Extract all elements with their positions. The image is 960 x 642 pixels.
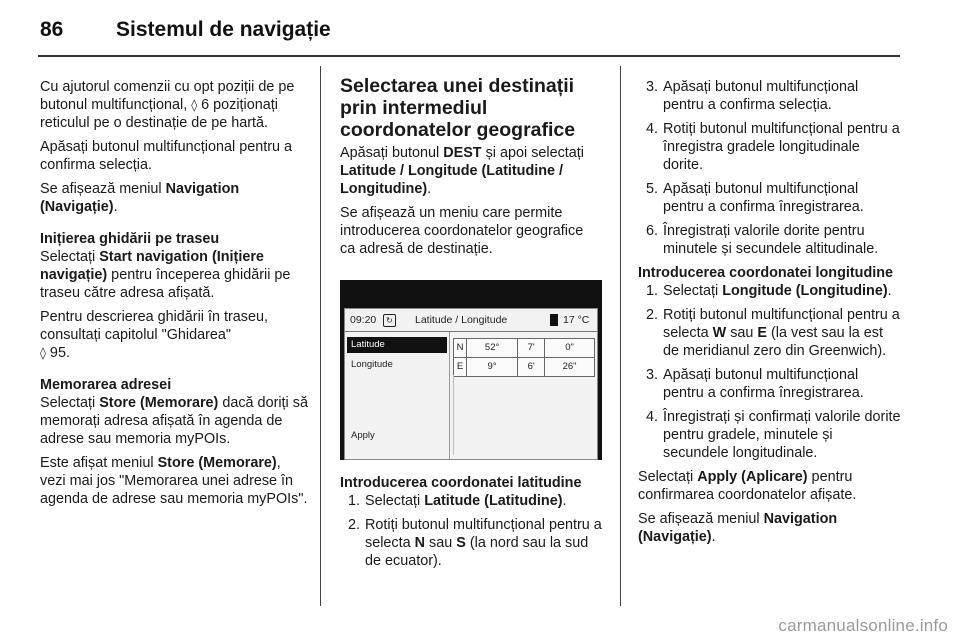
hemisphere-label: N [454,339,467,358]
seconds-cell[interactable]: 26" [545,358,595,377]
list-item [340,492,602,510]
navigation-icon: ↻ [383,314,396,327]
degrees-cell[interactable]: 52° [467,339,518,358]
text: sau [726,325,758,341]
text: Cu ajutorul comenzii cu opt poziții de pe butonul multifuncțional, [40,79,295,113]
menu-option: Longitude (Longitudine) [722,283,888,299]
menu-name: Navigation (Navigație) [638,511,838,545]
option-letter: N [414,535,426,551]
section-heading: Introducerea coordonatei latitudine [340,475,582,491]
step-number: 4. [646,121,659,137]
text: Înregistrați și confirmați valorile dorite pentru gradele, minutele și secundele longitudinale. [663,409,901,461]
text: Este afișat meniul [40,455,158,471]
step-number: 3. [646,79,659,95]
step-number: 1. [348,493,361,509]
clock: 09:20 [350,314,377,326]
paragraph [638,510,902,546]
option-letter: E [757,325,768,341]
paragraph [40,180,308,216]
menu-option: Latitude (Latitudine) [424,493,563,509]
paragraph [40,308,308,362]
menu-option: Start navigation (Inițiere navigație) [40,249,264,283]
text: Selectați [40,395,100,411]
degrees-cell[interactable]: 9° [467,358,518,377]
paragraph [340,144,602,198]
paragraph [40,248,308,302]
text: Apăsați butonul multifuncțional pentru a confirma înregistrarea. [663,367,864,401]
list-item [638,306,902,360]
text: Selectați [663,283,723,299]
step-number: 2. [348,517,361,533]
minutes-cell[interactable]: 7' [518,339,545,358]
list-item [340,516,602,570]
menu-option: Latitude / Longitude (Latitudine / Longitudine) [340,163,564,197]
page-number: 86 [40,18,64,41]
steps-list [638,282,902,462]
column-1 [40,78,308,514]
text: și apoi selectați [481,145,584,161]
text: Rotiți butonul multifuncțional pentru a înregistra gradele longitudinale dorite. [663,121,900,173]
paragraph [638,468,902,504]
text: . [887,283,892,299]
text: Selectați [638,469,698,485]
temperature: 17 °C [563,314,590,326]
page-ref-icon: ◊ [191,98,198,112]
section-heading: Introducerea coordonatei longitudine [638,265,894,281]
thermometer-icon [550,314,558,326]
page-header [40,18,331,48]
text: Apăsați butonul multifuncțional pentru a confirma înregistrarea. [663,181,864,215]
button-name: DEST [443,145,482,161]
steps-list [638,78,902,258]
section-heading: Memorarea adresei [40,377,172,393]
status-bar [345,309,597,332]
text: . [113,199,118,215]
column-divider-1 [320,66,321,606]
text: , vezi mai jos "Memorarea unei adrese în agenda de adrese sau memoria myPOIs". [40,455,308,507]
page-ref-icon: ◊ [40,346,46,360]
menu-name: Navigation (Navigație) [40,181,240,215]
page-title: Sistemul de navigație [116,18,331,41]
watermark: carmanualsonline.info [778,616,948,635]
step-number: 6. [646,223,659,239]
paragraph [40,454,308,508]
text: Apăsați butonul multifuncțional pentru a confirma selecția. [663,79,859,113]
text: (la vest sau la est de meridianul zero din Greenwich). [663,325,887,359]
list-item [638,78,902,114]
text: Înregistrați valorile dorite pentru minutele și secundele altitudinale. [663,223,879,257]
screen-title: Latitude / Longitude [415,314,508,326]
text: sau [425,535,457,551]
text: . [427,181,432,197]
text: Rotiți butonul multifuncțional pentru a selecta [663,307,900,341]
coordinate-table [453,338,595,377]
column-2 [340,75,602,576]
hemisphere-label: E [454,358,467,377]
text: (la nord sau la sud de ecuator). [365,535,589,569]
menu-item-longitude[interactable]: Longitude [351,359,393,370]
list-item [638,282,902,300]
menu-option: Store (Memorare) [99,395,219,411]
text: . [562,493,567,509]
text: Pentru descrierea ghidării în traseu, consultați capitolul "Ghidarea" [40,309,268,343]
section-heading: Inițierea ghidării pe traseu [40,231,220,247]
option-letter: S [456,535,466,551]
text: pentru confirmarea coordonatelor afișate. [638,469,857,503]
column-divider-2 [620,66,621,606]
text: Rotiți butonul multifuncțional pentru a selecta [365,517,602,551]
step-number: 3. [646,367,659,383]
step-number: 4. [646,409,659,425]
text: Selectați [365,493,425,509]
column-3 [638,78,902,552]
steps-list [340,492,602,570]
table-row [454,358,595,377]
text: dacă doriți să memorați adresa afișată în agenda de adrese sau memoria myPOIs. [40,395,308,447]
seconds-cell[interactable]: 0" [545,339,595,358]
text: pentru începerea ghidării pe traseu către adresa afișată. [40,267,291,301]
paragraph [40,394,308,448]
infotainment-screen [344,308,598,460]
page-ref: 6 [197,97,210,113]
list-item [638,222,902,258]
text: Selectați [40,249,100,265]
option-letter: W [712,325,727,341]
list-item [638,366,902,402]
menu-option: Apply (Aplicare) [697,469,808,485]
paragraph: Se afișează un meniu care permite introducerea coordonatelor geografice ca adresă de destinație. [340,205,584,257]
section-title: Selectarea unei destinații prin intermediul coordonatelor geografice [340,75,576,141]
list-item [638,408,902,462]
step-number: 2. [646,307,659,323]
screen-figure [340,280,602,460]
step-number: 5. [646,181,659,197]
empty-panel [453,375,596,455]
text: Se afișează meniul [40,181,166,197]
text: Apăsați butonul [340,145,444,161]
list-item [638,180,902,216]
menu-item-apply[interactable]: Apply [351,430,375,441]
menu-name: Store (Memorare) [157,455,277,471]
list-item [638,120,902,174]
page-ref: 95. [45,345,70,361]
text: poziționați reticulul pe o destinație de pe hartă. [40,97,278,131]
minutes-cell[interactable]: 6' [518,358,545,377]
coordinate-menu [345,332,450,459]
paragraph [40,78,308,132]
text: Se afișează meniul [638,511,764,527]
step-number: 1. [646,283,659,299]
paragraph: Apăsați butonul multifuncțional pentru a confirma selecția. [40,139,292,173]
table-row [454,339,595,358]
header-rule [38,55,900,57]
text: . [711,529,716,545]
menu-item-latitude[interactable]: Latitude [347,337,447,353]
